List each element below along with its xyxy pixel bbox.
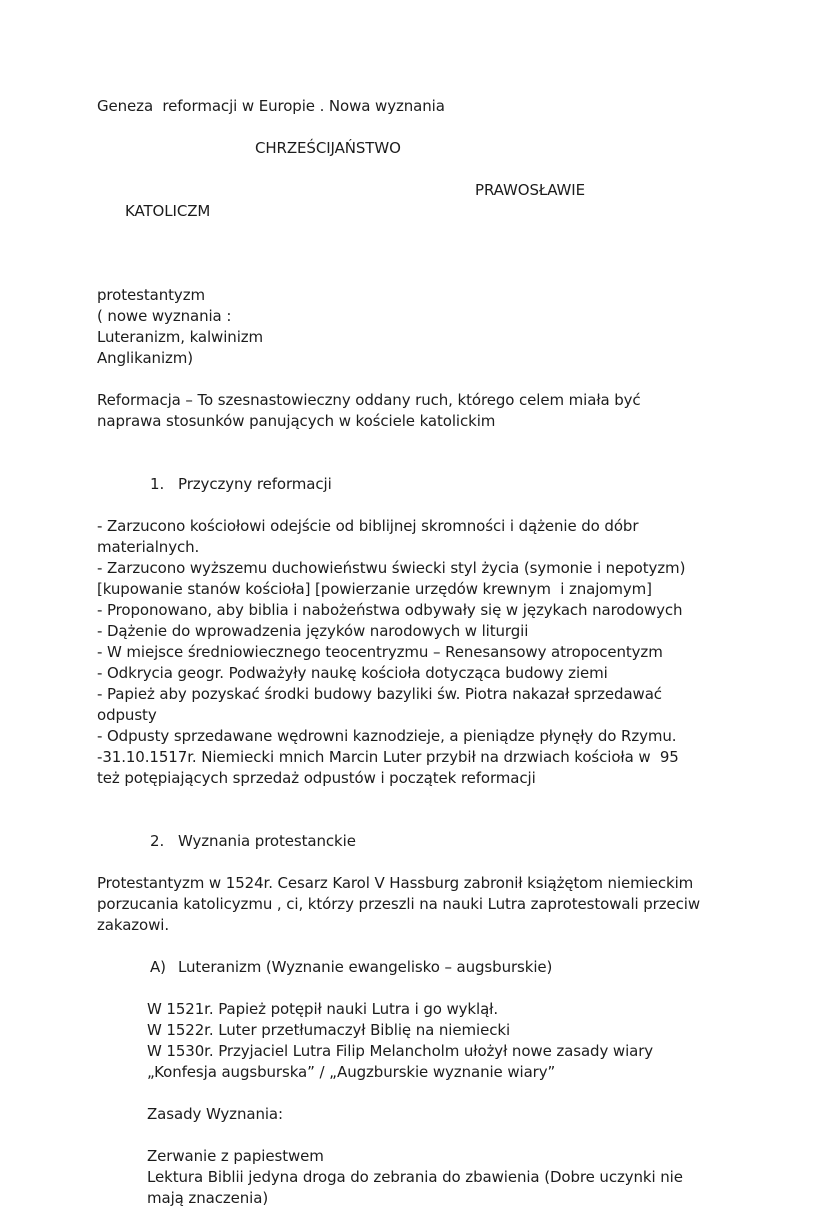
numbered-item-2 (97, 810, 828, 873)
text-line: - Dążenie do wprowadzenia języków narodowych w liturgii (97, 622, 529, 640)
text-line: naprawa stosunków panujących w kościele katolickim (97, 412, 496, 430)
text-line: W 1522r. Luter przetłumaczył Biblię na niemiecki (147, 1021, 511, 1039)
text-line: -31.10.1517r. Niemiecki mnich Marcin Luter przybił na drzwiach kościoła w 95 (97, 748, 679, 766)
text-line: - Odkrycia geogr. Podważyły naukę kościoła dotycząca budowy ziemi (97, 664, 608, 682)
list-number: 1. (150, 475, 165, 493)
blank-line (97, 432, 828, 453)
text-line: - Papież aby pozyskać środki budowy bazyliki św. Piotra nakazał sprzedawać (97, 685, 662, 703)
text-line: Luteranizm, kalwinizm (97, 328, 264, 346)
text-line: - W miejsce średniowiecznego teocentryzmu – Renesansowy atropocentyzm (97, 643, 663, 661)
text-line: ( nowe wyznania : (97, 307, 232, 325)
text-line: też potępiających sprzedaż odpustów i początek reformacji (97, 769, 536, 787)
text-line: - Odpusty sprzedawane wędrowni kaznodzieje, a pieniądze płynęły do Rzymu. (97, 727, 677, 745)
blank-line (97, 1125, 828, 1146)
document-content (97, 96, 828, 1209)
text-line: Zasady Wyznania: (147, 1105, 283, 1123)
blank-line (97, 117, 828, 138)
blank-line (97, 264, 828, 285)
religions-row (97, 180, 828, 264)
text-line: porzucania katolicyzmu , ci, którzy przeszli na nauki Lutra zaprotestowali przeciw (97, 895, 701, 913)
list-number: 2. (150, 832, 165, 850)
text-line: - Proponowano, aby biblia i nabożeństwa odbywały się w językach narodowych (97, 601, 683, 619)
text-line: protestantyzm (97, 286, 205, 304)
list-text: Luteranizm (Wyznanie ewangelisko – augsburskie) (178, 958, 553, 976)
text-line: zakazowi. (97, 916, 170, 934)
text-line: Lektura Biblii jedyna droga do zebrania do zbawienia (Dobre uczynki nie (147, 1168, 683, 1186)
blank-line (97, 789, 828, 810)
text-line: mają znaczenia) (147, 1189, 269, 1207)
text-line: Anglikanizm) (97, 349, 194, 367)
heading-chrzescijanstwo: CHRZEŚCIJAŃSTWO (255, 139, 401, 157)
blank-line (97, 369, 828, 390)
text-line: - Zarzucono wyższemu duchowieństwu świecki styl życia (symonie i nepotyzm) (97, 559, 686, 577)
list-letter: A) (150, 958, 166, 976)
text-line: „Konfesja augsburska” / „Augzburskie wyznanie wiary” (147, 1063, 556, 1081)
text-line: Zerwanie z papiestwem (147, 1147, 324, 1165)
numbered-item-1 (97, 453, 828, 516)
text-line: odpusty (97, 706, 157, 724)
document-title-line: Geneza reformacji w Europie . Nowa wyznania (97, 97, 445, 115)
lettered-item-a (97, 936, 828, 999)
blank-line (97, 1083, 828, 1104)
text-line: [kupowanie stanów kościoła] [powierzanie urzędów krewnym i znajomym] (97, 580, 652, 598)
text-line: W 1521r. Papież potępił nauki Lutra i go wyklął. (147, 1000, 499, 1018)
label-prawoslawie: PRAWOSŁAWIE (475, 181, 585, 199)
list-text: Przyczyny reformacji (178, 475, 332, 493)
blank-line (97, 159, 828, 180)
list-text: Wyznania protestanckie (178, 832, 356, 850)
text-line: - Zarzucono kościołowi odejście od biblijnej skromności i dążenie do dóbr (97, 517, 639, 535)
text-line: materialnych. (97, 538, 200, 556)
text-line: W 1530r. Przyjaciel Lutra Filip Melancholm ułożył nowe zasady wiary (147, 1042, 654, 1060)
label-katoliczm: KATOLICZM (125, 202, 211, 220)
text-line: Reformacja – To szesnastowieczny oddany ruch, którego celem miała być (97, 391, 641, 409)
text-line: Protestantyzm w 1524r. Cesarz Karol V Hassburg zabronił książętom niemieckim (97, 874, 694, 892)
